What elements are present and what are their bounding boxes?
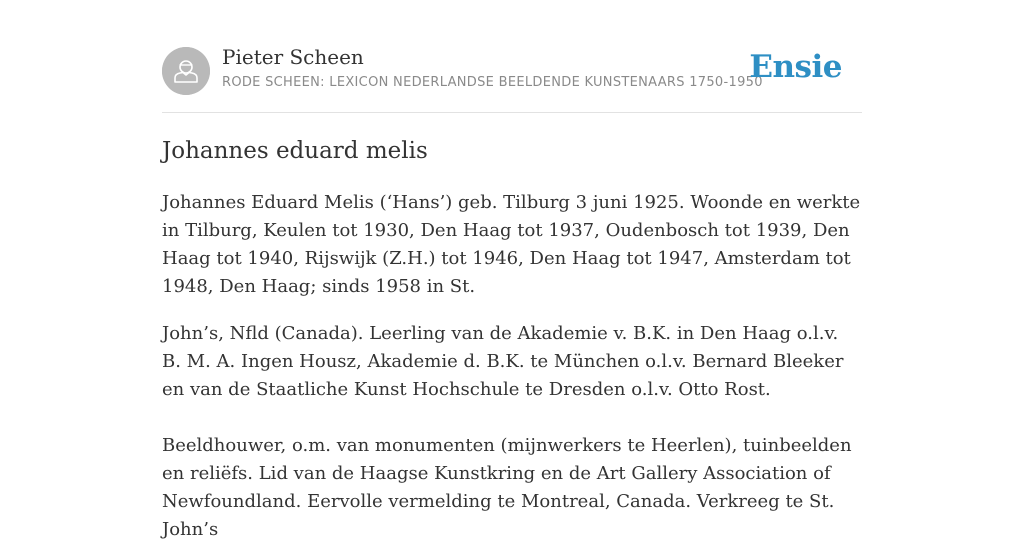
user-avatar-icon[interactable] — [162, 47, 210, 95]
article-title: Johannes eduard melis — [162, 138, 428, 164]
article-paragraph-2: John’s, Nfld (Canada). Leerling van de Akademie v. B.K. in Den Haag o.l.v. B. M. A. Ingen Housz, Akademie d. B.K. te München o.l.v. Bernard Bleeker en van de Staatliche Kunst Hochschule te Dresden o.l.v. Otto Rost. — [162, 323, 844, 400]
article-paragraph-1: Johannes Eduard Melis (‘Hans’) geb. Tilburg 3 juni 1925. Woonde en werkte in Tilburg, Keulen tot 1930, Den Haag tot 1937, Oudenbosch tot 1939, Den Haag tot 1940, Rijswijk (Z.H.) tot 1946, Den Haag tot 1947, Amsterdam tot 1948, Den Haag; sinds 1958 in St. — [162, 192, 861, 297]
article-container — [162, 0, 862, 540]
article-paragraph-3: Beeldhouwer, o.m. van monumenten (mijnwerkers te Heerlen), tuinbeelden en reliëfs. Lid van de Haagse Kunstkring en de Art Gallery Association of Newfoundland. Eervolle vermelding te Montreal, Canada. Verkreeg te St. John’s — [162, 435, 852, 540]
author-name[interactable]: Pieter Scheen — [222, 45, 364, 69]
source-title[interactable]: RODE SCHEEN: LEXICON NEDERLANDSE BEELDENDE KUNSTENAARS 1750-1950 — [222, 75, 763, 90]
ensie-logo[interactable]: Ensie — [749, 49, 842, 85]
article-header — [162, 0, 862, 113]
